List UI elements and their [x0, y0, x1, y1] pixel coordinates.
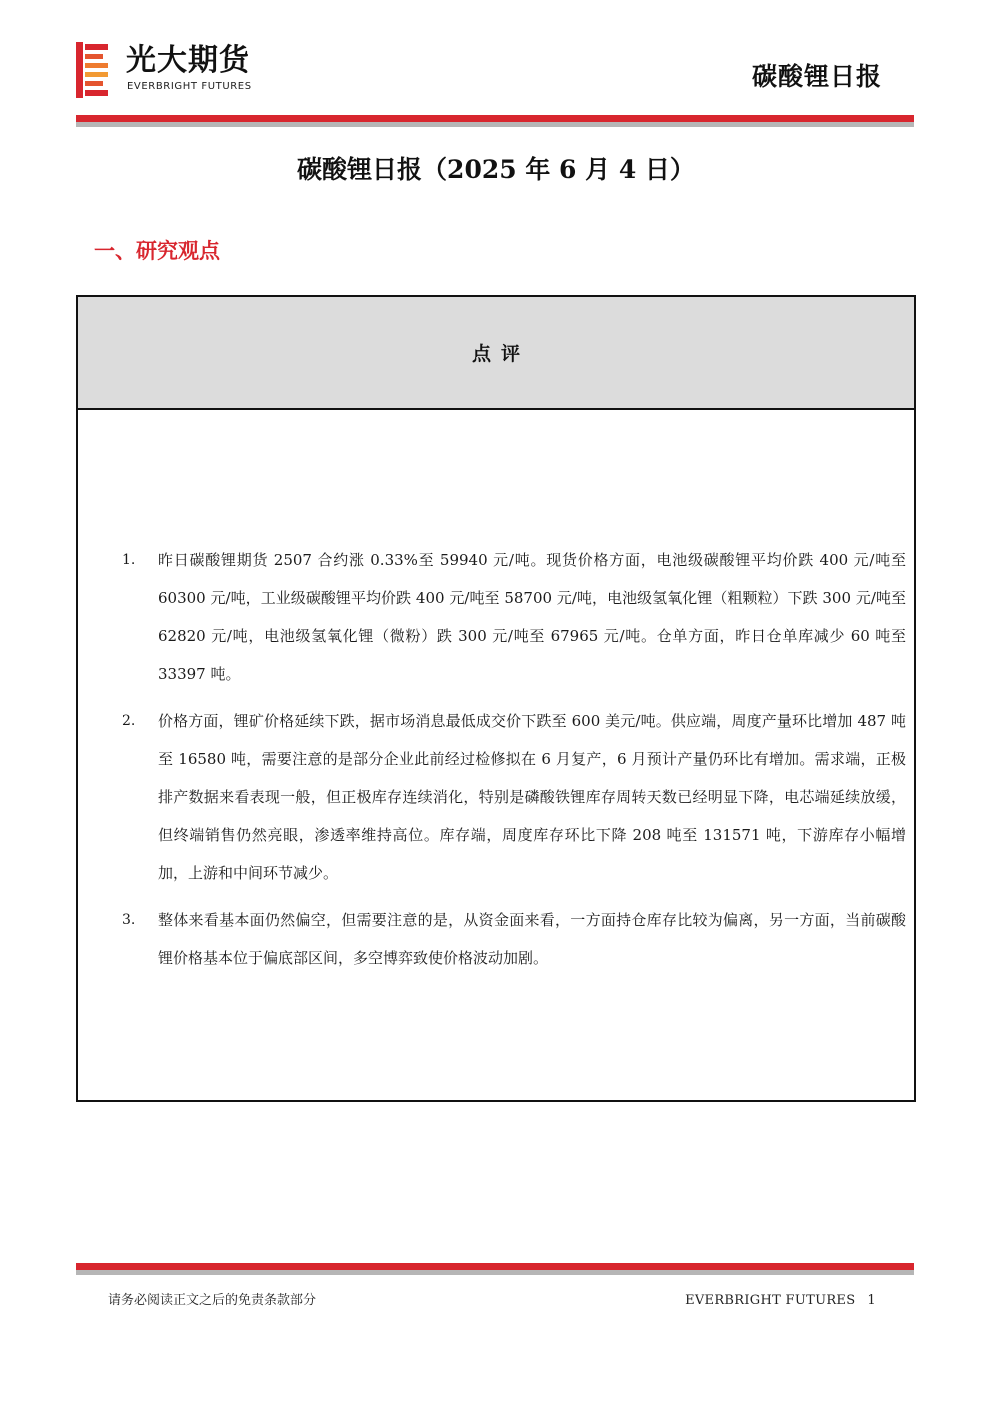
commentary-table — [76, 295, 916, 1102]
report-name: 碳酸锂日报 — [751, 62, 882, 91]
brand-name-en: EVERBRIGHT FUTURES — [127, 81, 252, 92]
disclaimer-note: 请务必阅读正文之后的免责条款部分 — [108, 1293, 317, 1308]
point-text: 整体来看基本面仍然偏空，但需要注意的是，从资金面来看，一方面持仓库存比较为偏离，另一方面，当前碳酸锂价格基本位于偏底部区间，多空博弈致使价格波动加剧。 — [158, 911, 906, 967]
point-number: 1. — [122, 552, 136, 568]
commentary-point — [78, 901, 914, 977]
commentary-point — [78, 702, 914, 892]
footer-brand — [685, 1290, 876, 1312]
company-logo — [76, 42, 286, 98]
commentary-point — [78, 541, 914, 693]
document-title: 碳酸锂日报（2025 年 6 月 4 日） — [297, 155, 695, 184]
point-text: 昨日碳酸锂期货 2507 合约涨 0.33%至 59940 元/吨。现货价格方面，电池级碳酸锂平均价跌 400 元/吨至 60300 元/吨，工业级碳酸锂平均价跌 400 元/吨至 58700 元/吨，电池级氢氧化锂（粗颗粒）下跌 300 元/吨至 62820 元/吨，电池级氢氧化锂（微粉）跌 300 元/吨至 67965 元/吨。仓单方面，昨日仓单库减少 60 吨至 33397 吨。 — [158, 551, 906, 683]
commentary-header-label: 点评 — [471, 343, 530, 365]
section-heading: 一、研究观点 — [94, 239, 220, 263]
footer-brand-name: EVERBRIGHT FUTURES — [685, 1293, 856, 1308]
header-divider — [76, 115, 914, 127]
point-number: 2. — [122, 713, 136, 729]
commentary-points — [78, 541, 914, 986]
point-text: 价格方面，锂矿价格延续下跌，据市场消息最低成交价下跌至 600 美元/吨。供应端，周度产量环比增加 487 吨至 16580 吨，需要注意的是部分企业此前经过检修拟在 6 月复产，6 月预计产量仍环比有增加。需求端，正极排产数据来看表现一般，但正极库存连续消化，特别是磷酸铁锂库存周转天数已经明显下降，电芯端延续放缓，但终端销售仍然亮眼，渗透率维持高位。库存端，周度库存环比下降 208 吨至 131571 吨，下游库存小幅增加，上游和中间环节减少。 — [158, 712, 906, 882]
brand-name-cn: 光大期货 — [126, 43, 250, 78]
point-number: 3. — [122, 912, 136, 928]
everbright-logo-icon — [76, 42, 110, 98]
page-number: 1 — [867, 1293, 876, 1308]
footer-divider — [76, 1263, 914, 1275]
commentary-header — [78, 297, 914, 410]
